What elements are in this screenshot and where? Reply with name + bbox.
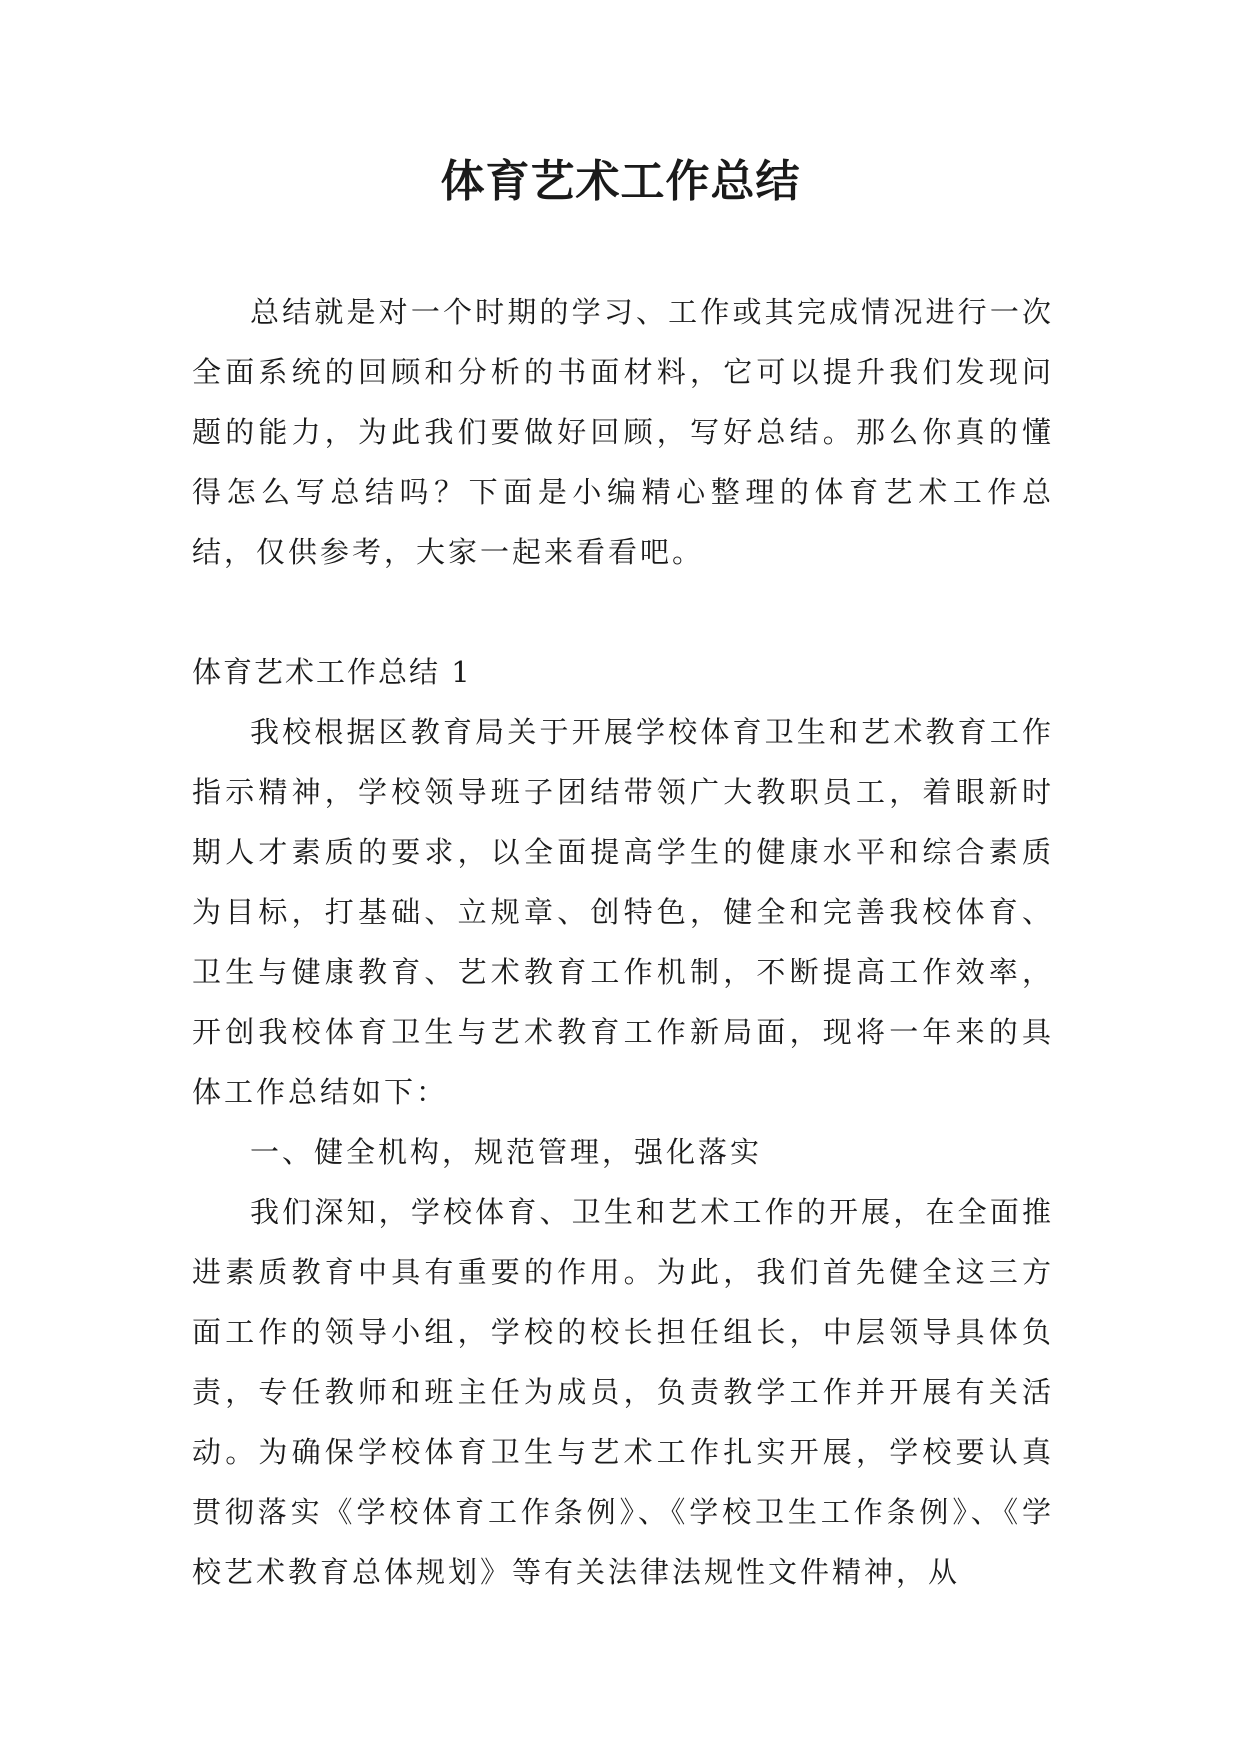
document-title: 体育艺术工作总结 (440, 156, 801, 207)
body-paragraph: 我们深知，学校体育、卫生和艺术工作的开展，在全面推进素质教育中具有重要的作用。为此，我们首先健全这三方面工作的领导小组，学校的校长担任组长，中层领导具体负责，专任教师和班主任为成员，负责教学工作并开展有关活动。为确保学校体育卫生与艺术工作扎实开展，学校要认真贯彻落实《学校体育工作条例》、《学校卫生工作条例》、《学校艺术教育总体规划》等有关法律法规性文件精神，从 (192, 1195, 1054, 1589)
section-heading: 体育艺术工作总结 1 (192, 655, 472, 689)
paragraph-spacer (192, 582, 1054, 642)
subsection-heading: 一、健全机构，规范管理，强化落实 (250, 1135, 763, 1169)
body-paragraph: 我校根据区教育局关于开展学校体育卫生和艺术教育工作指示精神，学校领导班子团结带领广大教职员工，着眼新时期人才素质的要求，以全面提高学生的健康水平和综合素质为目标，打基础、立规章、创特色，健全和完善我校体育、卫生与健康教育、艺术教育工作机制，不断提高工作效率，开创我校体育卫生与艺术教育工作新局面，现将一年来的具体工作总结如下： (192, 715, 1054, 1109)
intro-paragraph: 总结就是对一个时期的学习、工作或其完成情况进行一次全面系统的回顾和分析的书面材料，它可以提升我们发现问题的能力，为此我们要做好回顾，写好总结。那么你真的懂得怎么写总结吗？下面是小编精心整理的体育艺术工作总结，仅供参考，大家一起来看看吧。 (192, 295, 1054, 569)
document-body (192, 282, 1054, 1602)
